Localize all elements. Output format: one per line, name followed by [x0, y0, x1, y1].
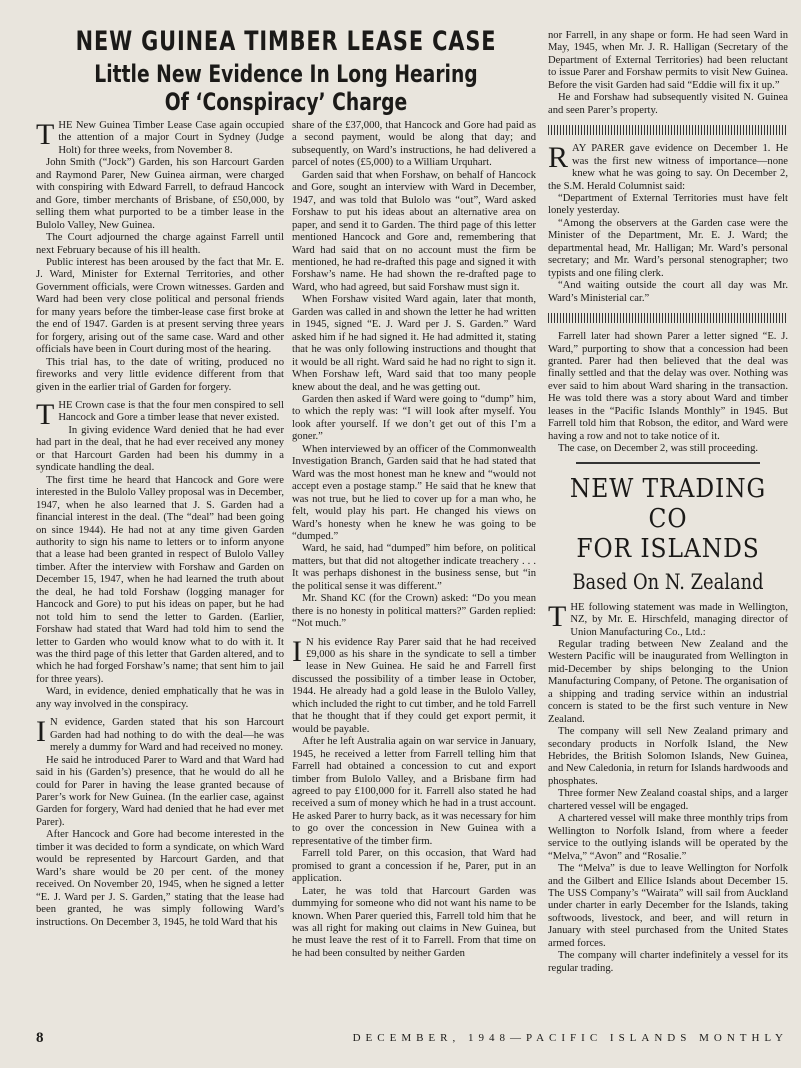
paragraph: [292, 444, 536, 544]
dotted-divider: [548, 125, 788, 135]
paragraph-text: He and Forshaw had subsequently visited N. Guinea and seen Parer’s property.: [548, 92, 788, 116]
box-title: [560, 474, 776, 564]
trading-co-article: [548, 599, 788, 976]
drop-cap: T: [548, 599, 567, 633]
paragraph-text: N his evidence Ray Parer said that he had received £9,000 as his share in the syndicate to sell a timber lease in New Guinea. He said he and Farrell first discussed the possibility of a timber lease in October, 1944. He already had a gold lease in the Bulolo Valley, which included the right to cut timber, and he told Farrell that he thought that if they could get export permit, it would be payable.: [292, 636, 536, 735]
paragraph: [548, 30, 788, 92]
paragraph: [292, 294, 536, 394]
box-subtitle: Based On N. Zealand: [572, 569, 764, 594]
paragraph: [548, 863, 788, 950]
paragraph-text: Farrell later had shown Parer a letter signed “E. J. Ward,” purporting to show that a concession had been granted. Parer had then believed that the deal was finally settled and that the delay was over. Nothing was ever said to him about Ward sharing in the transaction. He was told there was a story about Ward and timber leases in the “Pacific Islands Monthly” in 1945. But Farrell told him that Robson, the editor, and Ward were having a row and not to take notice of it.: [548, 331, 788, 442]
paragraph-text: When Forshaw visited Ward again, later that month, Garden was called in and shown the letter he had written in 1945, signed “E. J. Ward per J. S. Garden.” Ward asked him if he had signed it. He had admitted it, stating that he was only following instructions and thought that it would be all right. Ward said he had no right to sign it. When Forshaw left, Ward said that too many people knew about the deal, and he was getting out.: [292, 294, 536, 393]
column-3-lower: [548, 331, 788, 456]
drop-cap: T: [36, 120, 55, 151]
paragraph: [36, 755, 284, 830]
paragraph: [548, 443, 788, 455]
running-title: DECEMBER, 1948—PACIFIC ISLANDS MONTHLY: [352, 1032, 788, 1044]
drop-cap: T: [36, 397, 55, 431]
paragraph: [292, 543, 536, 593]
paragraph-text: HE New Guinea Timber Lease Case again occupied the attention of a major Court in Sydney (Judge Holt) for three weeks, from November 8.: [58, 120, 284, 156]
column-2: [292, 120, 536, 1025]
paragraph-text: The company will sell New Zealand primary and secondary products in Norfolk Island, the New Hebrides, the British Solomon Islands, New Guinea, and New Caledonia, in return for Islands hardwoods and phosphates.: [548, 726, 788, 787]
page-number: 8: [36, 1030, 44, 1046]
paragraph: [548, 599, 788, 639]
drop-cap: R: [548, 141, 569, 175]
column-3: [548, 30, 788, 1025]
paragraph: [548, 788, 788, 813]
paragraph: [36, 717, 284, 754]
paragraph: [292, 394, 536, 444]
paragraph: [36, 686, 284, 711]
paragraph-text: He said he introduced Parer to Ward and that Ward had said in his (Garden’s) presence, that he would do all he could for Parer in having the lease granted because of Parer’s work for New Guinea. (In the earlier case, against Garden for forgery, Ward had denied that he had ever met Parer).: [36, 754, 284, 828]
page-footer: [36, 1030, 788, 1048]
paragraph: [548, 280, 788, 305]
box-title-line-1: NEW TRADING CO: [569, 473, 767, 534]
paragraph-text: This trial has, to the date of writing, produced no fireworks and very little evidence different from that given in the earlier trial of Garden for forgery.: [36, 356, 284, 393]
paragraph-text: “Among the observers at the Garden case were the Minister of the Department, Mr. E. J. Ward; the departmental head, Mr. Halligan; Mr. Ward’s personal secretary; and Mr. Ward’s personal stenographer; two typists and one filing clerk.: [548, 217, 788, 279]
paragraph: [36, 357, 284, 394]
paragraph-text: HE Crown case is that the four men conspired to sell Hancock and Gore a timber lease that never existed.: [58, 399, 284, 424]
paragraph: [292, 736, 536, 848]
paragraph: [36, 232, 284, 257]
paragraph-text: Regular trading between New Zealand and the Western Pacific will be inaugurated from Wellington in mid-December by ships belonging to the Union Manufacturing Company, of Petone. The organisation of a shipping and trading service within an industrial concern is stated to be the first such venture in New Zealand.: [548, 638, 788, 725]
paragraph: [36, 829, 284, 929]
paragraph-text: After Hancock and Gore had become interested in the timber it was decided to form a syndicate, on which Ward would be represented by Harcourt Garden, and that Ward’s share would be 20 per cent. of the money received. On November 20, 1945, when he signed a letter “E. J. Ward per J. S. Garden,” stating that the lease had been granted, he was simply following Ward’s instructions. On December 3, 1945, he told Ward that his: [36, 829, 284, 928]
paragraph: [548, 813, 788, 863]
paragraph: [548, 218, 788, 280]
paragraph-text: nor Farrell, in any shape or form. He had seen Ward in May, 1945, when Mr. J. R. Halligan (Secretary of the Department of External Territories) had been reluctant to issue Parer and Forshaw permits to visit New Guinea. Before the visit Garden had said “Eddie will fix it up.”: [548, 30, 788, 91]
paragraph-text: Later, he was told that Harcourt Garden was dummying for someone who did not want his name to be known. When Parer queried this, Farrell told him that he was all right for making out claims in New Guinea, but he must leave the rest of it to Farrell. From that time on he had been consulted by neither Garden: [292, 885, 536, 959]
paragraph: [292, 170, 536, 295]
paragraph-text: The company will charter indefinitely a vessel for its regular trading.: [548, 950, 788, 974]
paragraph-text: “Department of External Territories must have felt lonely yesterday.: [548, 192, 788, 217]
paragraph-text: John Smith (“Jock”) Garden, his son Harcourt Garden and Raymond Parer, New Guinea airman, were charged with conspiring with Edward Farrell, to defraud Hancock and Gore, timber merchants of Brisbane, of £50,000, by selling them what purported to be a timber lease in the Bulolo Valley, New Guinea.: [36, 157, 284, 231]
paragraph: [292, 634, 536, 737]
drop-cap: I: [36, 715, 46, 749]
subheadline: Little New Evidence In Long Hearing Of ‘Conspiracy’ Charge: [94, 60, 478, 116]
section-divider: [576, 462, 760, 464]
column-1: [36, 120, 284, 1025]
paragraph: [36, 120, 284, 157]
paragraph-text: Garden then asked if Ward were going to “dump” him, to which the reply was: “I will look after myself. You look after yourself. If we don’t get out of this I’m a goner.”: [292, 393, 536, 443]
paragraph: [548, 726, 788, 788]
paragraph-text: Mr. Shand KC (for the Crown) asked: “Do you mean there is no honesty in political matters?” Garden replied: “Not much.”: [292, 593, 536, 630]
paragraph-text: N evidence, Garden stated that his son Harcourt Garden had had nothing to do with the deal—he was merely a dummy for Ward and had received no money.: [50, 717, 284, 754]
drop-cap: I: [292, 634, 302, 668]
paragraph-text: A chartered vessel will make three monthly trips from Wellington to Norfolk Island, from where a feeder service to the outlying islands will be operated by the “Melva,” “Avon” and “Rosalie.”: [548, 813, 788, 862]
paragraph-text: The “Melva” is due to leave Wellington for Norfolk and the Gilbert and Ellice Islands about December 15. The USS Company’s “Wairata” will sail from Auckland under charter in early December for the Islands, taking softwoods, livestock, and beer, and will return in January with steel purchased from the United States armed forces.: [548, 863, 788, 949]
paragraph: [292, 120, 536, 170]
paragraph-text: HE following statement was made in Wellington, NZ, by Mr. E. Hirschfeld, managing director of Union Manufacturing Co., Ltd.:: [570, 601, 788, 638]
paragraph-text: The Court adjourned the charge against Farrell until next February because of his ill health.: [36, 232, 284, 256]
paragraph-text: The case, on December 2, was still proceeding.: [558, 443, 759, 455]
paragraph: [548, 143, 788, 193]
paragraph: [548, 639, 788, 726]
paragraph-text: Ward, in evidence, denied emphatically that he was in any way involved in the conspiracy.: [36, 686, 284, 710]
paragraph-text: Ward, he said, had “dumped” him before, on political matters, but that did not altogether indicate treachery . . . It was perhaps dishonest in the business sense, but “in the political sense it was different.”: [292, 543, 536, 592]
paragraph: [548, 950, 788, 975]
paragraph-text: Garden said that when Forshaw, on behalf of Hancock and Gore, sought an interview with Ward in December, 1947, and was told that Bulolo was “out”, Ward asked Forshaw to put his ideas about an alternative area on paper, and send it to Garden. The third page of this letter mentioned Hancock and Gore and, remembering that Ward had said that on no account must the firm be mentioned, he had re-drafted this page and signed it with Forshaw’s name. He had shown the re-drafted page to Ward, who had agreed, but said Forshaw must sign it.: [292, 169, 536, 293]
paragraph: [292, 848, 536, 885]
paragraph: [36, 257, 284, 357]
paragraph: [292, 593, 536, 630]
paragraph-text: share of the £37,000, that Hancock and Gore had paid as a second payment, would be along that day; and subsequently, on Ward’s instructions, he had delivered a parcel of notes (£5,000) to a William Urquhart.: [292, 120, 536, 169]
paragraph-text: “And waiting outside the court all day was Mr. Ward’s Ministerial car.”: [548, 280, 788, 304]
paragraph: [36, 425, 284, 475]
headline: NEW GUINEA TIMBER LEASE CASE: [75, 26, 497, 57]
paragraph: [292, 886, 536, 961]
box-title-line-2: FOR ISLANDS: [576, 533, 760, 564]
paragraph-text: When interviewed by an officer of the Commonwealth Investigation Branch, Garden said that he had stated that Ward was the most honest man he knew and “would not accept even a postage stamp.” He said that he knew that was not true, but he lied to cover up for a man who, he felt, would play his part. He changed his views on Ward’s honesty when he knew he was going to be “dumped.”: [292, 443, 536, 542]
paragraph-text: The first time he heard that Hancock and Gore were interested in the Bulolo Valley proposal was in December, 1947, when he also learned that J. S. Garden had a financial interest in the deal. (The “deal” had been going on since 1944). He had not at any time given Garden authority to sign his name to letters or to inform anyone that a lease had been granted in respect of Bulolo Valley timber. After the interview with Forshaw and Garden on December 15, 1947, when he had learned the truth about the deal, he had told Forshaw (logging manager for Hancock and Gore) to put his ideas on paper, but he had not told him to send the letter to Garden. (Earlier, Forshaw had stated that Ward had told him to send the letter to Garden who would know what to do with it. It was the third page of this letter that Garden altered, and to which he had forged Forshaw’s name; that sent him to jail for three years).: [36, 474, 284, 685]
paragraph-text: After he left Australia again on war service in January, 1945, he received a letter from Farrell telling him that Farrell had obtained a concession to cut and export timber from Bulolo Valley, and a Brisbane firm had agreed to pay £100,000 for it. Farrell also stated he had received a sum of money which he had in a trust account. He asked Parer to hurry back, as it was necessary for him to go over the concession in New Guinea with a representative of the timber firm.: [292, 736, 536, 847]
paragraph: [36, 475, 284, 687]
paragraph-text: Three former New Zealand coastal ships, and a larger chartered vessel will be engaged.: [548, 788, 788, 812]
column-3-middle: [548, 143, 788, 305]
paragraph-text: Farrell told Parer, on this occasion, that Ward had promised to grant a concession if he, Parer, put in an application.: [292, 848, 536, 885]
paragraph: [548, 92, 788, 117]
column-3-top: [548, 30, 788, 117]
paragraph: [36, 397, 284, 431]
paragraph-text: AY PARER gave evidence on December 1. He was the first new witness of importance—none knew what he was going to say. On December 2, the S.M. Herald Columnist said:: [548, 143, 788, 192]
paragraph: [548, 331, 788, 443]
paragraph-text: Public interest has been aroused by the fact that Mr. E. J. Ward, Minister for External Territories, and other Government officials, were Crown witnesses. Garden and Ward had been very close political and personal friends for many years before the timber-lease case first broke at the end of 1947. Garden is at present serving three years for forgery, arising out of the same case. Ward and other officials have been in Court during most of the hearing.: [36, 256, 284, 356]
dotted-divider: [548, 313, 788, 323]
paragraph: [548, 193, 788, 218]
paragraph-text: In giving evidence Ward denied that he had ever had part in the deal, that he had ever received any money or that Harcourt Garden had been his dummy in a syndicate handling the deal.: [36, 424, 284, 474]
paragraph: [36, 157, 284, 232]
